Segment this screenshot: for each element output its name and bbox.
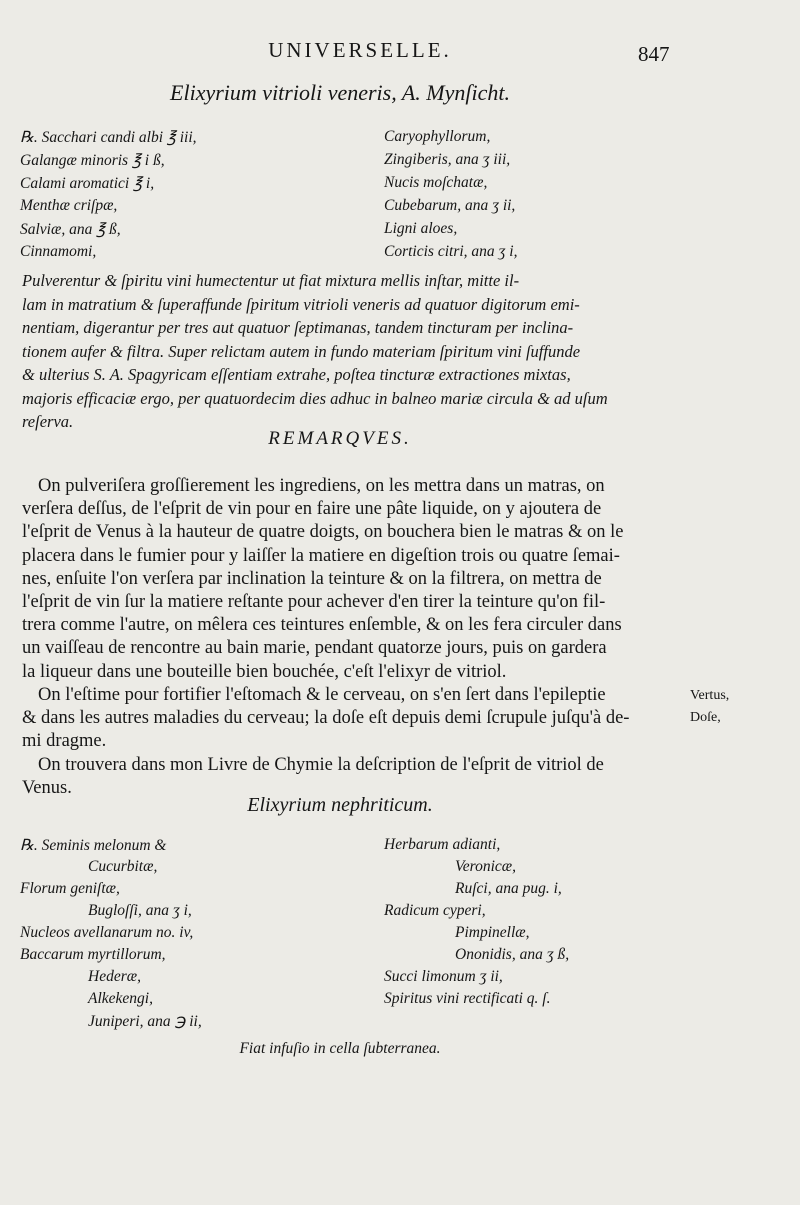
ingredient-line: Zingiberis, ana ʒ iii, — [384, 151, 511, 168]
text-line: On trouvera dans mon Livre de Chymie la deſcription de l'eſprit de vitriol de — [38, 755, 604, 775]
ingredient-line: ℞. Sacchari candi albi ℥ iii, — [20, 129, 197, 146]
paragraph — [22, 475, 674, 684]
recipe-footer: Fiat infuſio in cella ſubterranea. — [239, 1040, 441, 1057]
text-line: & dans les autres maladies du cerveau; la doſe eſt depuis demi ſcrupule juſqu'à de- — [22, 708, 630, 729]
ingredient-line: Bugloſſi, ana ʒ i, — [88, 902, 192, 919]
text-line: trera comme l'autre, on mêlera ces teintures enſemble, & on les fera circuler dans — [22, 615, 622, 636]
text-line: Venus. — [22, 778, 72, 799]
margin-note: Doſe, — [690, 710, 721, 725]
text-line: un vaiſſeau de rencontre au bain marie, pendant quatorze jours, puis on gardera — [22, 638, 607, 659]
text-line: la liqueur dans une bouteille bien bouchée, c'eſt l'elixyr de vitriol. — [22, 661, 507, 682]
ingredient-line: Florum geniſtæ, — [20, 880, 120, 897]
text-line: placera dans le fumier pour y laiſſer la matiere en digeſtion trois ou quatre ſemai- — [22, 545, 620, 566]
ingredient-line: Radicum cyperi, — [384, 902, 486, 919]
text-line: On pulveriſera groſſierement les ingrediens, on les mettra dans un matras, on — [38, 476, 605, 496]
text-line: Pulverentur & ſpiritu vini humectentur ut fiat mixtura mellis inſtar, mitte il- — [22, 271, 520, 290]
ingredient-line: Caryophyllorum, — [384, 128, 491, 145]
ingredient-line: Pimpinellæ, — [455, 924, 530, 941]
ingredient-line: Veronicæ, — [455, 858, 516, 875]
recipe-title: Elixyrium nephriticum. — [247, 794, 433, 816]
ingredient-line: Salviæ, ana ℥ ß, — [20, 221, 121, 238]
ingredient-line: Juniperi, ana ℈ ii, — [88, 1013, 202, 1030]
text-line: majoris efficaciæ ergo, per quatuordecim dies adhuc in balneo mariæ circula & ad uſum — [22, 388, 608, 408]
ingredient-line: Cinnamomi, — [20, 243, 97, 260]
text-line: tionem aufer & filtra. Super relictam autem in fundo materiam ſpiritum vini ſuffunde — [22, 341, 581, 361]
text-line: & ulterius S. A. Spagyricam eſſentiam extrahe, poſtea tincturæ extractiones mixtas, — [22, 365, 571, 384]
text-line: On l'eſtime pour fortifier l'eſtomach & le cerveau, on s'en ſert dans l'epileptie — [38, 685, 606, 705]
ingredient-line: Nucis moſchatæ, — [384, 174, 488, 191]
recipe-title: Elixyrium vitrioli veneris, A. Mynſicht. — [170, 80, 510, 105]
margin-note: Vertus, — [690, 688, 730, 703]
ingredient-line: Calami aromatici ℥ i, — [20, 175, 155, 192]
ingredient-line: Menthæ criſpæ, — [20, 197, 118, 214]
ingredient-line: Corticis citri, ana ʒ i, — [384, 243, 518, 260]
ingredient-line: ℞. Seminis melonum & — [20, 837, 167, 854]
ingredient-line: Herbarum adianti, — [384, 836, 501, 853]
paragraph — [22, 684, 674, 754]
text-line: l'eſprit de Venus à la hauteur de quatre doigts, on bouchera bien le matras & on le — [22, 522, 624, 543]
ingredient-line: Ruſci, ana pug. i, — [455, 880, 562, 897]
text-line: lam in matratium & ſuperaffunde ſpiritum vitrioli veneris ad quatuor digitorum emi- — [22, 294, 580, 314]
text-line: nentiam, digerantur per tres aut quatuor ſeptimanas, tandem tincturam per inclina- — [22, 318, 574, 337]
ingredient-line: Nucleos avellanarum no. iv, — [20, 924, 194, 941]
ingredient-line: Ononidis, ana ʒ ß, — [455, 946, 570, 963]
text-line: nes, enſuite l'on verſera par inclination la teinture & on la filtrera, on mettra de — [22, 568, 602, 589]
ingredient-line: Cubebarum, ana ʒ ii, — [384, 197, 516, 214]
recipe-directions — [22, 269, 674, 434]
ingredient-line: Succi limonum ʒ ii, — [384, 968, 503, 985]
ingredient-line: Baccarum myrtillorum, — [20, 946, 166, 963]
text-line: mi dragme. — [22, 731, 107, 752]
text-line: l'eſprit de vin ſur la matiere reſtante pour achever d'en tirer la teinture qu'on fil- — [22, 592, 606, 613]
running-header: UNIVERSELLE. — [268, 38, 452, 62]
ingredient-line: Ligni aloes, — [384, 220, 458, 237]
ingredient-line: Spiritus vini rectificati q. ſ. — [384, 990, 551, 1007]
page-number: 847 — [638, 42, 670, 66]
text-line: verſera deſſus, de l'eſprit de vin pour en faire une pâte liquide, on y ajoutera de — [22, 499, 602, 520]
ingredient-line: Cucurbitæ, — [88, 858, 158, 875]
section-heading: REMARQVES. — [268, 428, 412, 449]
ingredient-line: Galangæ minoris ℥ i ß, — [20, 152, 165, 169]
text-line: reſerva. — [22, 412, 74, 431]
ingredient-line: Hederæ, — [88, 968, 141, 985]
ingredient-line: Alkekengi, — [88, 990, 153, 1007]
